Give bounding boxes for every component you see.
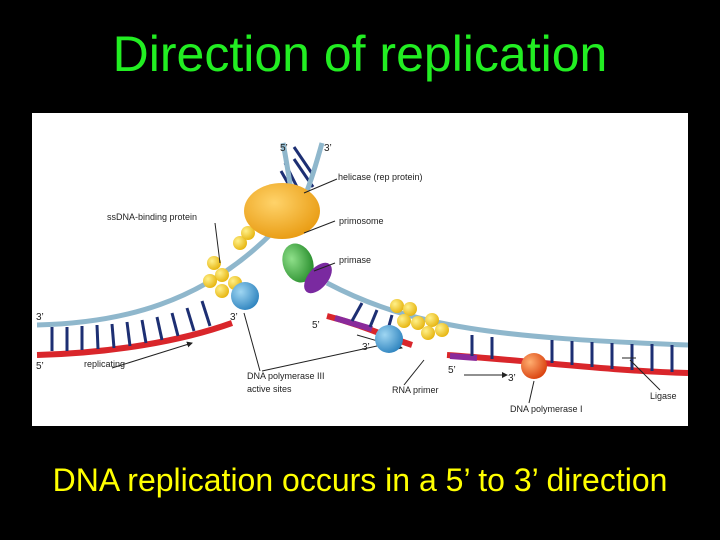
label-replicating: replicating bbox=[84, 359, 126, 369]
end-top-3: 3’ bbox=[324, 143, 332, 154]
dna-polymerase-1 bbox=[521, 353, 547, 379]
dna-polymerase-3-leading bbox=[231, 282, 259, 310]
label-pol1: DNA polymerase I bbox=[510, 404, 583, 414]
label-primase: primase bbox=[339, 255, 372, 265]
label-helicase: helicase (rep protein) bbox=[338, 172, 423, 182]
label-rna-primer: RNA primer bbox=[392, 385, 439, 395]
dna-polymerase-3-lagging bbox=[375, 325, 403, 353]
replication-fork-figure bbox=[32, 113, 688, 426]
end-top-5: 5’ bbox=[280, 143, 288, 154]
end-lag-3: 3’ bbox=[362, 342, 370, 353]
end-left-5: 5’ bbox=[36, 361, 44, 372]
slide-caption: DNA replication occurs in a 5’ to 3’ direction bbox=[52, 462, 668, 498]
end-left-3: 3’ bbox=[36, 312, 44, 323]
label-ssb: ssDNA-binding protein bbox=[107, 212, 198, 222]
end-pol3-3: 3’ bbox=[230, 312, 238, 323]
label-primosome: primosome bbox=[339, 216, 384, 226]
label-pol3-sub: active sites bbox=[247, 384, 292, 394]
label-pol3: DNA polymerase III bbox=[247, 371, 325, 381]
replication-fork-diagram bbox=[32, 113, 688, 426]
end-lag-5: 5’ bbox=[312, 320, 320, 331]
end-okazaki-3: 3’ bbox=[508, 373, 516, 384]
end-okazaki-5: 5’ bbox=[448, 365, 456, 376]
slide-title: Direction of replication bbox=[112, 26, 608, 82]
label-ligase: Ligase bbox=[650, 391, 677, 401]
